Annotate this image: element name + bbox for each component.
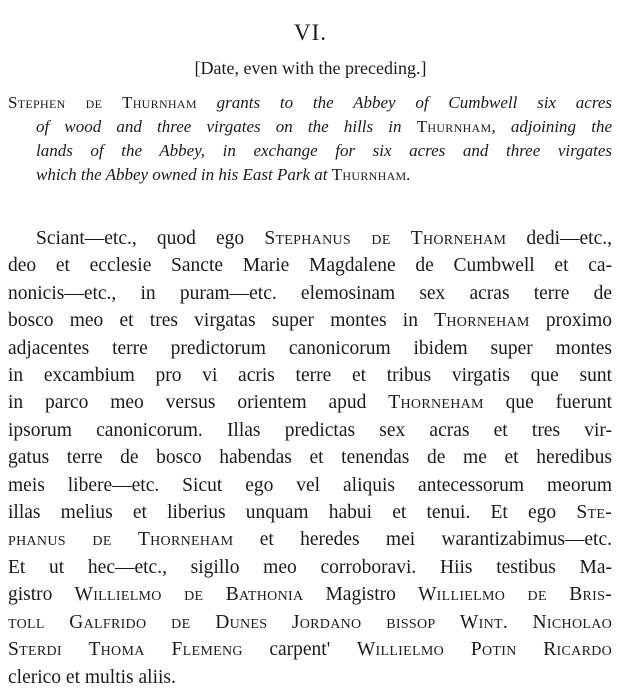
charter-line: meis libere—etc. Sicut ego vel aliquis antecessorum meorum: [8, 474, 612, 496]
charter-summary: [8, 91, 612, 187]
charter-line: in parco meo versus orientem apud Thorneham que fuerunt: [8, 392, 612, 414]
charter-line: toll Galfrido de Dunes Jordano bissop Wint. Nicholao: [8, 611, 613, 633]
summary-text: which the Abbey owned in his East Park at: [36, 165, 332, 184]
summary-text: grants to the Abbey of Cumbwell six acres: [196, 93, 612, 112]
charter-line: nonicis—etc., in puram—etc. elemosinam sex acras terre de: [8, 282, 612, 304]
charter-line: gatus terre de bosco habendas et tenendas de me et heredibus: [8, 447, 612, 469]
charter-line: Sterdi Thoma Flemeng carpent' Willielmo Potin Ricardo: [8, 639, 613, 661]
charter-line: ipsorum canonicorum. Illas predictas sex acras et tres vir-: [8, 419, 612, 441]
date-note: [Date, even with the preceding.]: [194, 58, 427, 78]
charter-line: Et ut hec—etc., sigillo meo corroboravi. Hiis testibus Ma-: [8, 556, 612, 578]
charter-line: clerico et multis aliis.: [8, 666, 176, 688]
summary-place: Thurnham: [416, 117, 492, 136]
charter-line: illas melius et liberius unquam habui et tenui. Et ego Ste-: [8, 502, 612, 524]
summary-place: Thurnham: [331, 165, 407, 184]
summary-line: [8, 139, 612, 163]
summary-text: , adjoining the: [491, 117, 612, 136]
summary-line: [8, 163, 612, 187]
charter-line: in excambium pro vi acris terre et tribus virgatis que sunt: [8, 365, 612, 387]
section-numeral: VI.: [293, 20, 328, 45]
summary-text: lands of the Abbey, in exchange for six acres and three virgates: [36, 141, 612, 160]
summary-line: [8, 91, 612, 115]
charter-line: adjacentes terre predictorum canonicorum ibidem super montes: [8, 337, 612, 359]
charter-line: gistro Willielmo de Bathonia Magistro Willielmo de Bris-: [8, 584, 612, 606]
summary-line: [8, 115, 612, 139]
charter-line: phanus de Thorneham et heredes mei warantizabimus—etc.: [8, 529, 613, 551]
summary-name: Stephen de Thurnham: [8, 93, 197, 112]
summary-text: .: [406, 165, 411, 184]
charter-line: bosco meo et tres virgatas super montes in Thorneham proximo: [8, 310, 612, 332]
summary-text: of wood and three virgates on the hills in: [36, 117, 417, 136]
charter-line: deo et ecclesie Sancte Marie Magdalene de Cumbwell et ca-: [8, 255, 612, 277]
charter-line: Sciant—etc., quod ego Stephanus de Thorneham dedi—etc.,: [36, 228, 612, 249]
charter-text: [8, 225, 612, 691]
